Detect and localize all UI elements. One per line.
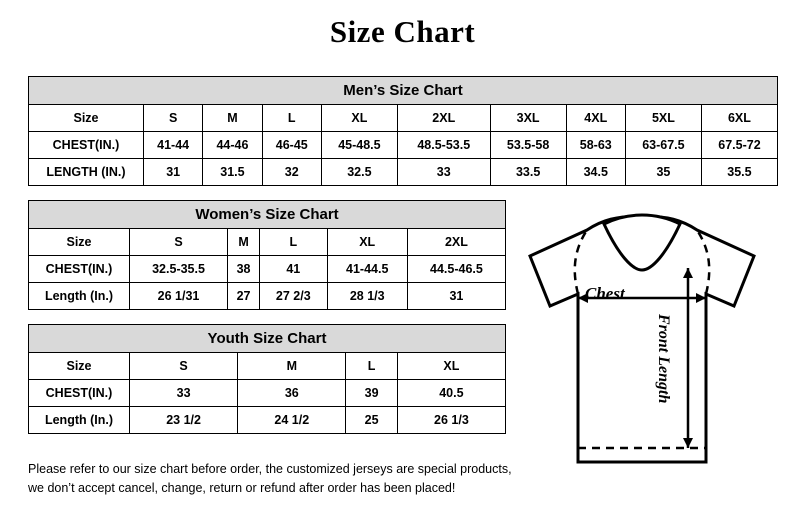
table-cell: 58-63 xyxy=(566,132,625,159)
table-cell: 35 xyxy=(625,159,701,186)
table-cell: 31.5 xyxy=(203,159,262,186)
table-cell: 26 1/31 xyxy=(130,283,228,310)
youth-size-chart-table xyxy=(28,324,506,434)
column-header: Size xyxy=(29,353,130,380)
table-row xyxy=(29,380,506,407)
size-chart-page xyxy=(0,14,805,526)
column-header: 5XL xyxy=(625,105,701,132)
column-header: 2XL xyxy=(407,229,505,256)
row-label: Length (In.) xyxy=(29,407,130,434)
row-label: CHEST(IN.) xyxy=(29,256,130,283)
table-cell: 41-44 xyxy=(144,132,203,159)
table-cell: 33.5 xyxy=(490,159,566,186)
table-cell: 35.5 xyxy=(701,159,777,186)
mens-table-heading: Men’s Size Chart xyxy=(29,77,778,105)
table-cell: 33 xyxy=(130,380,238,407)
table-header-row xyxy=(29,353,506,380)
column-header: M xyxy=(203,105,262,132)
front-length-label: Front Length xyxy=(655,314,672,404)
column-header: Size xyxy=(29,229,130,256)
womens-table-heading: Women’s Size Chart xyxy=(29,201,506,229)
table-cell: 31 xyxy=(407,283,505,310)
column-header: L xyxy=(262,105,321,132)
column-header: XL xyxy=(327,229,407,256)
column-header: 6XL xyxy=(701,105,777,132)
note-line-1: Please refer to our size chart before order, the customized jerseys are special products, xyxy=(28,462,512,476)
column-header: M xyxy=(228,229,260,256)
table-row xyxy=(29,132,778,159)
table-cell: 25 xyxy=(346,407,397,434)
table-cell: 40.5 xyxy=(397,380,505,407)
table-cell: 36 xyxy=(238,380,346,407)
disclaimer-note xyxy=(28,460,528,499)
table-cell: 32 xyxy=(262,159,321,186)
table-cell: 27 2/3 xyxy=(260,283,327,310)
column-header: S xyxy=(144,105,203,132)
column-header: M xyxy=(238,353,346,380)
column-header: L xyxy=(260,229,327,256)
table-cell: 53.5-58 xyxy=(490,132,566,159)
table-row xyxy=(29,256,506,283)
row-label: LENGTH (IN.) xyxy=(29,159,144,186)
womens-size-chart-table xyxy=(28,200,506,310)
column-header: L xyxy=(346,353,397,380)
page-title: Size Chart xyxy=(329,14,476,49)
table-section-heading-row xyxy=(29,201,506,229)
table-cell: 67.5-72 xyxy=(701,132,777,159)
table-header-row xyxy=(29,229,506,256)
table-cell: 31 xyxy=(144,159,203,186)
column-header: 4XL xyxy=(566,105,625,132)
tshirt-illustration-svg xyxy=(492,210,792,490)
table-cell: 32.5 xyxy=(321,159,397,186)
tshirt-diagram xyxy=(492,210,792,490)
table-cell: 48.5-53.5 xyxy=(397,132,490,159)
row-label: Length (In.) xyxy=(29,283,130,310)
table-cell: 33 xyxy=(397,159,490,186)
table-cell: 24 1/2 xyxy=(238,407,346,434)
chest-label: Chest xyxy=(585,284,625,303)
column-header: XL xyxy=(321,105,397,132)
table-row xyxy=(29,159,778,186)
table-cell: 44.5-46.5 xyxy=(407,256,505,283)
table-spacer xyxy=(28,186,778,200)
table-cell: 28 1/3 xyxy=(327,283,407,310)
column-header: S xyxy=(130,229,228,256)
table-cell: 63-67.5 xyxy=(625,132,701,159)
mens-size-chart-table xyxy=(28,76,778,186)
table-cell: 26 1/3 xyxy=(397,407,505,434)
table-section-heading-row xyxy=(29,77,778,105)
table-cell: 41 xyxy=(260,256,327,283)
table-cell: 27 xyxy=(228,283,260,310)
column-header: Size xyxy=(29,105,144,132)
table-cell: 39 xyxy=(346,380,397,407)
youth-table-heading: Youth Size Chart xyxy=(29,325,506,353)
column-header: 2XL xyxy=(397,105,490,132)
row-label: CHEST(IN.) xyxy=(29,380,130,407)
table-section-heading-row xyxy=(29,325,506,353)
table-cell: 34.5 xyxy=(566,159,625,186)
row-label: CHEST(IN.) xyxy=(29,132,144,159)
table-cell: 23 1/2 xyxy=(130,407,238,434)
table-cell: 41-44.5 xyxy=(327,256,407,283)
table-cell: 45-48.5 xyxy=(321,132,397,159)
table-cell: 46-45 xyxy=(262,132,321,159)
note-line-2: we don’t accept cancel, change, return or refund after order has been placed! xyxy=(28,481,456,496)
column-header: XL xyxy=(397,353,505,380)
table-cell: 32.5-35.5 xyxy=(130,256,228,283)
table-header-row xyxy=(29,105,778,132)
column-header: 3XL xyxy=(490,105,566,132)
column-header: S xyxy=(130,353,238,380)
table-cell: 38 xyxy=(228,256,260,283)
table-row xyxy=(29,407,506,434)
table-row xyxy=(29,283,506,310)
table-cell: 44-46 xyxy=(203,132,262,159)
